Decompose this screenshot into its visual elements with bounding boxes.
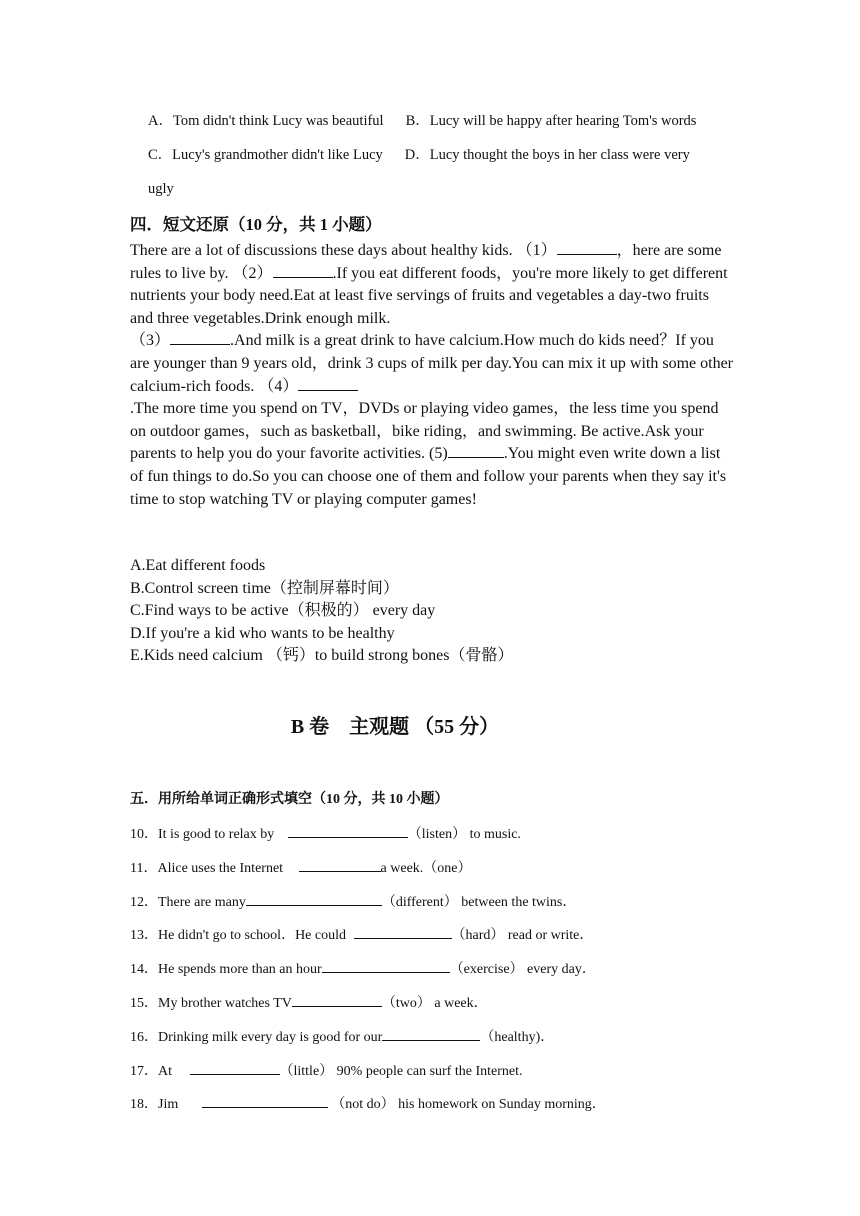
question-text: （little） 90% people can surf the Internet. [279, 1063, 523, 1079]
question-text: （healthy)． [480, 1029, 555, 1045]
question-text: 18．Jim [130, 1097, 182, 1113]
answer-blank [382, 1028, 480, 1041]
answer-blank [299, 859, 381, 872]
question-item [130, 919, 606, 953]
question-item [130, 886, 606, 920]
choice-b: B.Control screen time（控制屏幕时间） [130, 579, 399, 597]
answer-blank [190, 1062, 280, 1075]
blank-3 [170, 330, 230, 345]
part-b-title: B 卷 主观题 （55 分） [290, 716, 500, 738]
question-text: 13．He didn't go to school．He could [130, 928, 350, 944]
choice-c: C.Find ways to be active（积极的） every day [130, 602, 436, 620]
passage-text: .You might even write down a list of fun things to do.So you can choose one of them and follow your parents when they say it's time to stop watching TV or playing computer games! [130, 445, 727, 508]
question-item [130, 1088, 606, 1122]
passage-text: （3） [130, 332, 171, 350]
option-d: D．Lucy thought the boys in her class were very [404, 147, 690, 163]
answer-options [148, 104, 696, 206]
blank-4 [298, 376, 358, 391]
answer-blank [354, 926, 452, 939]
option-b: B．Lucy will be happy after hearing Tom's words [405, 113, 697, 129]
question-text: 11．Alice uses the Internet [130, 860, 287, 876]
passage-text: .If you eat different foods，you're more likely to get different nutrients your body need.Eat at least five servings of fruits and vegetables a day-two fruits and three vegetables.Drink enough milk. [130, 264, 728, 327]
choice-list [130, 555, 514, 668]
question-text: （exercise） every day． [449, 962, 596, 978]
question-item [130, 987, 606, 1021]
question-text: 12．There are many [130, 894, 246, 910]
option-d-continued: ugly [148, 181, 174, 197]
option-a: A．Tom didn't think Lucy was beautiful [148, 113, 384, 129]
fill-in-items [130, 818, 606, 1122]
question-text: （two） a week． [381, 995, 488, 1011]
blank-2 [273, 263, 333, 278]
section-5-title: 五．用所给单词正确形式填空（10 分，共 10 小题） [130, 792, 449, 807]
question-item [130, 953, 606, 987]
option-c: C．Lucy's grandmother didn't like Lucy [148, 147, 383, 163]
question-text: （not do） his homework on Sunday morning． [327, 1097, 606, 1113]
passage-text: .The more time you spend on TV，DVDs or playing video games，the less time you spend on outdoor games，such as basketball，bike riding，and swimming. Be active.Ask your parents to help you do your favorite activities. (5) [130, 400, 719, 463]
passage-paragraph-2 [130, 330, 735, 398]
passage-paragraph-1 [130, 240, 735, 330]
passage-text: ，here are some rules to live by. （2） [130, 242, 722, 282]
passage-text: There are a lot of discussions these days about healthy kids. （1） [130, 242, 557, 259]
answer-blank [292, 994, 382, 1007]
question-text: 17．At [130, 1063, 176, 1079]
choice-e: E.Kids need calcium （钙）to build strong bones（骨骼） [130, 647, 514, 665]
question-text: 15．My brother watches TV [130, 995, 292, 1011]
question-text: （hard） read or write． [451, 928, 594, 944]
question-text: 14．He spends more than an hour [130, 962, 322, 978]
reading-passage [130, 240, 735, 511]
question-item [130, 1055, 606, 1089]
answer-blank [202, 1095, 328, 1108]
passage-text: .And milk is a great drink to have calcium.How much do kids need？If you are younger than 9 years old，drink 3 cups of milk per day.You can mix it up with some other calcium-rich foods. （4） [130, 332, 733, 395]
answer-blank [288, 825, 408, 838]
blank-5 [448, 443, 504, 458]
answer-blank [246, 893, 382, 906]
answer-blank [322, 960, 450, 973]
question-item [130, 1021, 606, 1055]
question-text: 10．It is good to relax by [130, 827, 278, 842]
section-4-title: 四．短文还原（10 分，共 1 小题） [130, 215, 382, 234]
choice-d: D.If you're a kid who wants to be healthy [130, 624, 395, 642]
question-text: a week.（one） [380, 860, 472, 876]
blank-1 [557, 240, 617, 255]
question-item [130, 852, 606, 886]
choice-a: A.Eat different foods [130, 557, 266, 574]
question-text: 16．Drinking milk every day is good for our [130, 1029, 383, 1045]
question-item [130, 818, 606, 852]
passage-paragraph-3 [130, 398, 735, 511]
question-text: （listen） to music. [407, 827, 521, 842]
question-text: （different） between the twins． [381, 894, 577, 910]
